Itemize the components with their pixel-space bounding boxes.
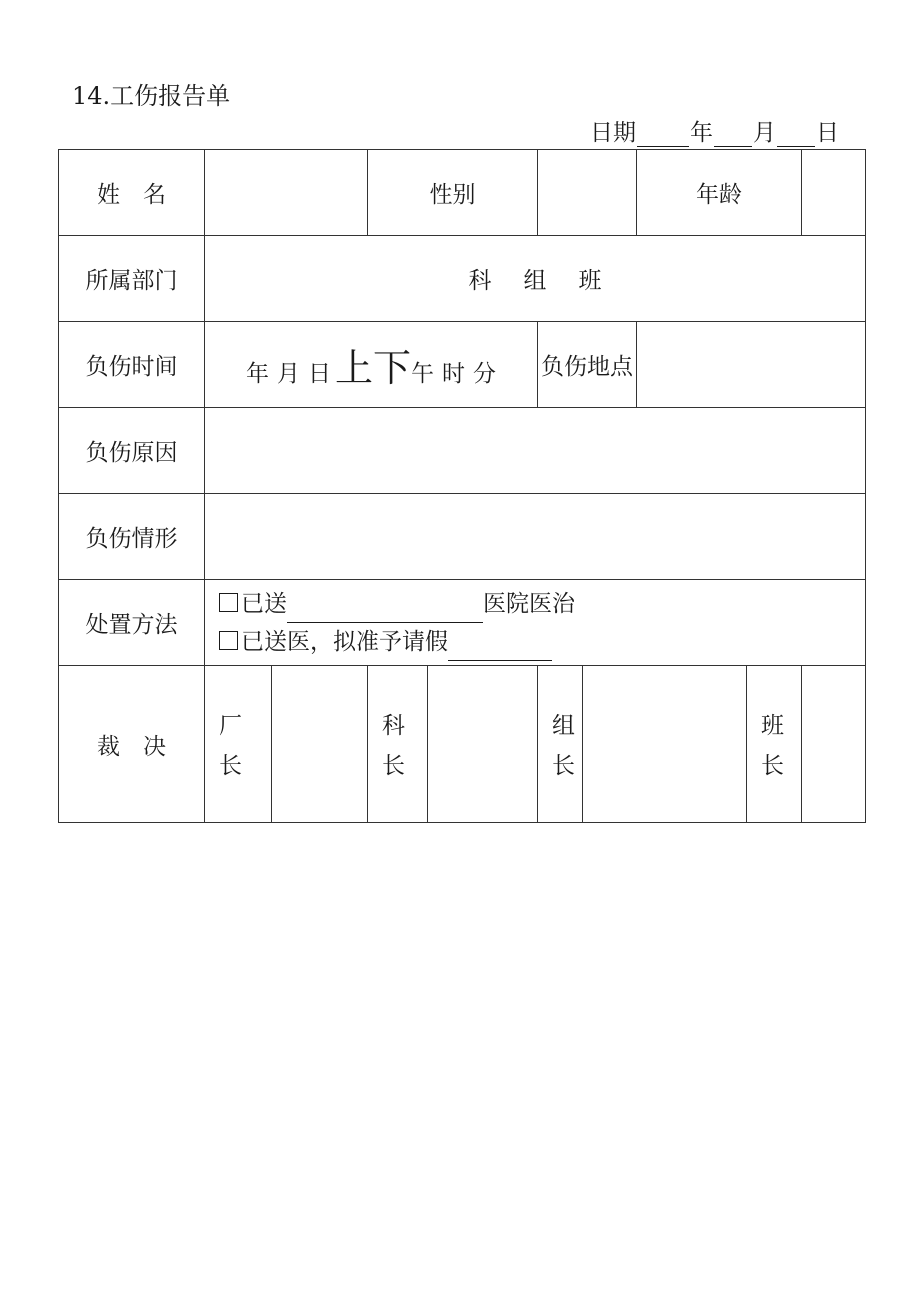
dept-shift-unit: 班 bbox=[578, 268, 602, 294]
time-minute-unit: 分 bbox=[473, 361, 497, 387]
date-day-blank[interactable] bbox=[777, 122, 815, 147]
date-year-label: 年 bbox=[690, 120, 713, 146]
disposal-label: 处置方法 bbox=[59, 580, 205, 666]
approver-shift-leader-sign[interactable] bbox=[802, 666, 866, 823]
injury-situation-label: 负伤情形 bbox=[59, 494, 205, 580]
page-title: 14.工伤报告单 bbox=[72, 82, 231, 110]
dept-group-unit: 组 bbox=[523, 268, 547, 294]
date-line bbox=[590, 114, 839, 147]
approver-factory-director-label: 厂 长 bbox=[205, 666, 272, 823]
time-hour-unit: 时 bbox=[442, 361, 466, 387]
approver-factory-director-sign[interactable] bbox=[272, 666, 368, 823]
name-value-cell[interactable] bbox=[205, 150, 368, 236]
time-day-unit: 日 bbox=[308, 361, 332, 387]
row-department bbox=[59, 236, 866, 322]
opt1-suffix: 医院医治 bbox=[483, 590, 575, 617]
row-disposal bbox=[59, 580, 866, 666]
row-injury-cause bbox=[59, 408, 866, 494]
age-value-cell[interactable] bbox=[802, 150, 866, 236]
injury-cause-value-cell[interactable] bbox=[205, 408, 866, 494]
injury-place-label: 负伤地点 bbox=[538, 322, 637, 408]
name-label: 姓 名 bbox=[59, 150, 205, 236]
approver-section-chief-label: 科 长 bbox=[368, 666, 428, 823]
date-month-label: 月 bbox=[753, 120, 776, 146]
approver-shift-leader-label: 班 长 bbox=[747, 666, 802, 823]
time-ampm-unit: 上下 bbox=[335, 346, 412, 390]
approver-group-leader-sign[interactable] bbox=[583, 666, 747, 823]
row-injury-time bbox=[59, 322, 866, 408]
row-ruling bbox=[59, 666, 866, 823]
date-month-blank[interactable] bbox=[714, 122, 752, 147]
injury-cause-label: 负伤原因 bbox=[59, 408, 205, 494]
opt2-prefix: 已送医，拟准予请假 bbox=[241, 628, 448, 655]
time-month-unit: 月 bbox=[277, 361, 301, 387]
department-label: 所属部门 bbox=[59, 236, 205, 322]
opt1-prefix: 已送 bbox=[241, 590, 287, 617]
leave-days-blank[interactable] bbox=[448, 636, 552, 661]
disposal-option-hospital bbox=[219, 585, 865, 623]
date-day-label: 日 bbox=[816, 120, 839, 146]
dept-section-unit: 科 bbox=[468, 268, 492, 294]
disposal-options-cell bbox=[205, 580, 866, 666]
checkbox-hospital[interactable] bbox=[219, 593, 238, 612]
injury-place-value-cell[interactable] bbox=[637, 322, 866, 408]
row-name bbox=[59, 150, 866, 236]
injury-report-table bbox=[58, 149, 866, 823]
approver-group-leader-label: 组 长 bbox=[538, 666, 583, 823]
department-value-cell[interactable] bbox=[205, 236, 866, 322]
gender-label: 性别 bbox=[368, 150, 538, 236]
injury-time-value-cell[interactable] bbox=[205, 322, 538, 408]
ruling-label: 裁 决 bbox=[59, 666, 205, 823]
approver-section-chief-sign[interactable] bbox=[428, 666, 538, 823]
time-year-unit: 年 bbox=[246, 361, 270, 387]
injury-time-label: 负伤时间 bbox=[59, 322, 205, 408]
disposal-option-leave bbox=[219, 623, 865, 661]
injury-situation-value-cell[interactable] bbox=[205, 494, 866, 580]
age-label: 年龄 bbox=[637, 150, 802, 236]
row-injury-situation bbox=[59, 494, 866, 580]
date-year-blank[interactable] bbox=[637, 122, 689, 147]
hospital-name-blank[interactable] bbox=[287, 598, 483, 623]
gender-value-cell[interactable] bbox=[538, 150, 637, 236]
date-label: 日期 bbox=[590, 120, 636, 146]
time-noon-unit: 午 bbox=[411, 361, 435, 387]
checkbox-leave[interactable] bbox=[219, 631, 238, 650]
